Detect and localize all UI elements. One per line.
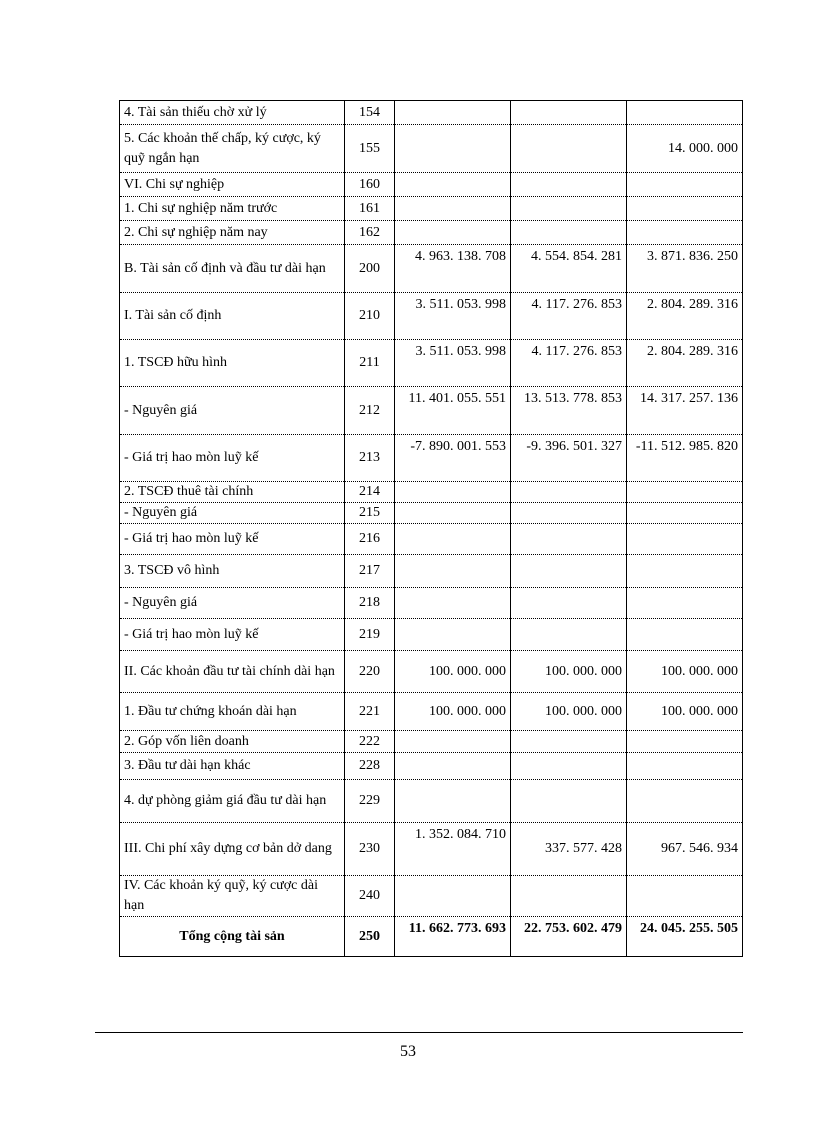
value-col-1 <box>395 125 511 173</box>
value-col-1 <box>395 876 511 917</box>
table-row <box>120 482 743 503</box>
table-row <box>120 524 743 555</box>
value-col-3: 100. 000. 000 <box>627 651 743 693</box>
value-col-1 <box>395 101 511 125</box>
row-label: 1. Đầu tư chứng khoán dài hạn <box>120 693 345 731</box>
value-col-1 <box>395 173 511 197</box>
row-label: VI. Chi sự nghiệp <box>120 173 345 197</box>
table-row <box>120 651 743 693</box>
value-col-2 <box>511 753 627 780</box>
table-row <box>120 555 743 588</box>
value-col-2 <box>511 101 627 125</box>
row-label: B. Tài sản cố định và đầu tư dài hạn <box>120 245 345 293</box>
table-row <box>120 435 743 482</box>
row-label: 1. Chi sự nghiệp năm trước <box>120 197 345 221</box>
row-code: 160 <box>345 173 395 197</box>
row-code: 216 <box>345 524 395 555</box>
value-col-1: 4. 963. 138. 708 <box>395 245 511 293</box>
row-label: - Giá trị hao mòn luỹ kế <box>120 524 345 555</box>
table-row <box>120 221 743 245</box>
value-col-1: 1. 352. 084. 710 <box>395 823 511 876</box>
row-code: 221 <box>345 693 395 731</box>
value-col-2 <box>511 125 627 173</box>
row-label: Tổng cộng tài sản <box>120 917 345 957</box>
value-col-2 <box>511 173 627 197</box>
row-code: 215 <box>345 503 395 524</box>
value-col-2 <box>511 619 627 651</box>
table-row <box>120 197 743 221</box>
row-label: II. Các khoản đầu tư tài chính dài hạn <box>120 651 345 693</box>
value-col-1 <box>395 482 511 503</box>
row-label: 4. Tài sản thiếu chờ xử lý <box>120 101 345 125</box>
value-col-1 <box>395 780 511 823</box>
value-col-2 <box>511 524 627 555</box>
table-row <box>120 876 743 917</box>
value-col-2: 337. 577. 428 <box>511 823 627 876</box>
row-label: I. Tài sản cố định <box>120 293 345 340</box>
value-col-3 <box>627 876 743 917</box>
row-code: 217 <box>345 555 395 588</box>
value-col-3 <box>627 503 743 524</box>
row-code: 219 <box>345 619 395 651</box>
value-col-2 <box>511 555 627 588</box>
value-col-1 <box>395 503 511 524</box>
row-code: 154 <box>345 101 395 125</box>
value-col-3: 14. 317. 257. 136 <box>627 387 743 435</box>
value-col-1 <box>395 524 511 555</box>
row-label: - Giá trị hao mòn luỹ kế <box>120 435 345 482</box>
value-col-3: 24. 045. 255. 505 <box>627 917 743 957</box>
table-row <box>120 503 743 524</box>
table-row <box>120 173 743 197</box>
value-col-1: 11. 662. 773. 693 <box>395 917 511 957</box>
total-row <box>120 917 743 957</box>
value-col-3: 3. 871. 836. 250 <box>627 245 743 293</box>
table-row <box>120 101 743 125</box>
value-col-2 <box>511 780 627 823</box>
value-col-2 <box>511 588 627 619</box>
value-col-2 <box>511 197 627 221</box>
row-label: 1. TSCĐ hữu hình <box>120 340 345 387</box>
row-code: 228 <box>345 753 395 780</box>
value-col-2 <box>511 503 627 524</box>
table-row <box>120 780 743 823</box>
balance-sheet-table <box>119 100 743 957</box>
value-col-3: 100. 000. 000 <box>627 693 743 731</box>
row-label: III. Chi phí xây dựng cơ bản dở dang <box>120 823 345 876</box>
row-label: 2. TSCĐ thuê tài chính <box>120 482 345 503</box>
table-row <box>120 340 743 387</box>
table-row <box>120 125 743 173</box>
table-row <box>120 293 743 340</box>
value-col-3 <box>627 173 743 197</box>
value-col-1: 100. 000. 000 <box>395 693 511 731</box>
value-col-2: 4. 117. 276. 853 <box>511 293 627 340</box>
value-col-3 <box>627 482 743 503</box>
value-col-3: 2. 804. 289. 316 <box>627 293 743 340</box>
row-label: 4. dự phòng giảm giá đầu tư dài hạn <box>120 780 345 823</box>
row-code: 155 <box>345 125 395 173</box>
value-col-1: 11. 401. 055. 551 <box>395 387 511 435</box>
row-code: 213 <box>345 435 395 482</box>
table-row <box>120 823 743 876</box>
value-col-1: -7. 890. 001. 553 <box>395 435 511 482</box>
row-code: 214 <box>345 482 395 503</box>
value-col-1: 3. 511. 053. 998 <box>395 293 511 340</box>
value-col-2 <box>511 876 627 917</box>
row-label: - Nguyên giá <box>120 387 345 435</box>
value-col-3 <box>627 555 743 588</box>
value-col-1 <box>395 753 511 780</box>
row-label: 3. Đầu tư dài hạn khác <box>120 753 345 780</box>
table-row <box>120 731 743 753</box>
row-code: 229 <box>345 780 395 823</box>
value-col-2: 4. 554. 854. 281 <box>511 245 627 293</box>
page-number: 53 <box>400 1043 416 1060</box>
row-label: - Nguyên giá <box>120 503 345 524</box>
value-col-3 <box>627 588 743 619</box>
value-col-3 <box>627 221 743 245</box>
value-col-3 <box>627 753 743 780</box>
value-col-1 <box>395 221 511 245</box>
value-col-1: 100. 000. 000 <box>395 651 511 693</box>
footer-divider <box>95 1032 743 1033</box>
row-code: 220 <box>345 651 395 693</box>
row-code: 250 <box>345 917 395 957</box>
value-col-3 <box>627 197 743 221</box>
value-col-3: 14. 000. 000 <box>627 125 743 173</box>
row-code: 230 <box>345 823 395 876</box>
row-code: 240 <box>345 876 395 917</box>
value-col-1: 3. 511. 053. 998 <box>395 340 511 387</box>
value-col-2 <box>511 221 627 245</box>
table-row <box>120 588 743 619</box>
value-col-2: 100. 000. 000 <box>511 693 627 731</box>
value-col-2: 22. 753. 602. 479 <box>511 917 627 957</box>
value-col-3: -11. 512. 985. 820 <box>627 435 743 482</box>
value-col-2 <box>511 482 627 503</box>
row-code: 222 <box>345 731 395 753</box>
row-code: 210 <box>345 293 395 340</box>
table-row <box>120 387 743 435</box>
row-label: - Giá trị hao mòn luỹ kế <box>120 619 345 651</box>
value-col-3 <box>627 780 743 823</box>
value-col-1 <box>395 197 511 221</box>
value-col-3 <box>627 731 743 753</box>
row-code: 162 <box>345 221 395 245</box>
value-col-2: 100. 000. 000 <box>511 651 627 693</box>
row-label: 2. Chi sự nghiệp năm nay <box>120 221 345 245</box>
value-col-3: 967. 546. 934 <box>627 823 743 876</box>
row-code: 218 <box>345 588 395 619</box>
table-row <box>120 693 743 731</box>
row-code: 212 <box>345 387 395 435</box>
row-label: IV. Các khoản ký quỹ, ký cược dài hạn <box>120 876 345 917</box>
row-label: 3. TSCĐ vô hình <box>120 555 345 588</box>
value-col-2: -9. 396. 501. 327 <box>511 435 627 482</box>
row-label: - Nguyên giá <box>120 588 345 619</box>
row-code: 211 <box>345 340 395 387</box>
value-col-2: 4. 117. 276. 853 <box>511 340 627 387</box>
table-row <box>120 245 743 293</box>
value-col-2: 13. 513. 778. 853 <box>511 387 627 435</box>
value-col-1 <box>395 588 511 619</box>
table-row <box>120 619 743 651</box>
value-col-1 <box>395 619 511 651</box>
value-col-2 <box>511 731 627 753</box>
value-col-3: 2. 804. 289. 316 <box>627 340 743 387</box>
table-row <box>120 753 743 780</box>
row-label: 5. Các khoản thế chấp, ký cược, ký quỹ ngắn hạn <box>120 125 345 173</box>
row-code: 200 <box>345 245 395 293</box>
row-label: 2. Góp vốn liên doanh <box>120 731 345 753</box>
value-col-3 <box>627 619 743 651</box>
value-col-1 <box>395 731 511 753</box>
row-code: 161 <box>345 197 395 221</box>
value-col-3 <box>627 101 743 125</box>
value-col-1 <box>395 555 511 588</box>
value-col-3 <box>627 524 743 555</box>
